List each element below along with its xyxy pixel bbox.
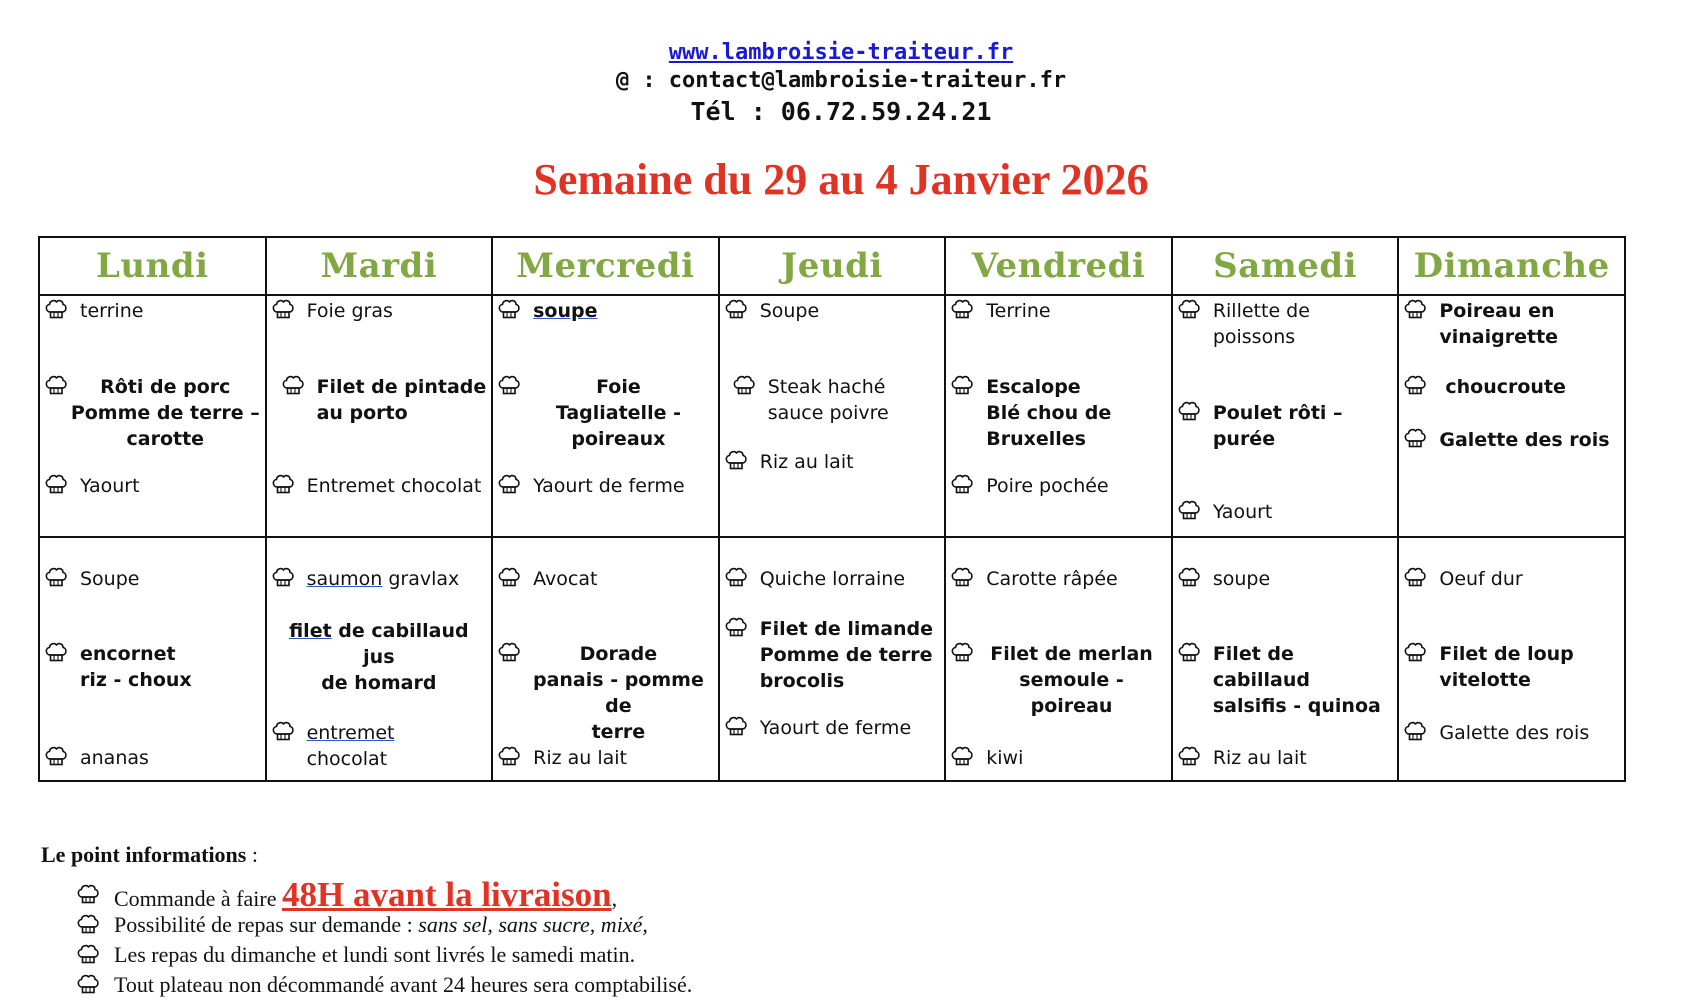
page-title: Semaine du 29 au 4 Janvier 2026 [533,155,1149,204]
dinner-cell-dimanche [1398,537,1625,781]
menu-item: Riz au lait [497,745,714,771]
chef-hat-icon [724,298,748,320]
contact-phone: Tél : 06.72.59.24.21 [690,97,992,126]
menu-item: Terrine [950,298,1167,324]
menu-item: Filet de limande Pomme de terre brocolis [724,616,941,694]
chef-hat-icon [497,641,521,663]
menu-item: choucroute [1403,374,1620,400]
chef-hat-icon [1177,298,1201,320]
menu-item: Rillette de poissons [1177,298,1394,350]
chef-hat-icon [44,298,68,320]
dinner-cell-lundi [39,537,266,781]
day-header-vendredi: Vendredi [945,237,1172,295]
menu-item: Oeuf dur [1403,566,1620,592]
lunch-cell-mardi [266,295,493,537]
chef-hat-icon [1403,298,1427,320]
chef-hat-icon [1177,745,1201,767]
chef-hat-icon [1177,400,1201,422]
chef-hat-icon [950,641,974,663]
menu-item: Yaourt [1177,499,1394,525]
menu-item: kiwi [950,745,1167,771]
chef-hat-icon [44,473,68,495]
menu-item: Yaourt de ferme [724,715,941,741]
dinner-row [39,537,1625,781]
menu-item: soupe [1177,566,1394,592]
chef-hat-icon [724,715,748,737]
day-header-jeudi: Jeudi [719,237,946,295]
chef-hat-icon [497,298,521,320]
menu-item: Riz au lait [724,449,941,475]
menu-item: Dorade panais - pomme de terre [497,641,714,745]
day-header-lundi: Lundi [39,237,266,295]
menu-item: Filet de loup vitelotte [1403,641,1620,693]
day-header-dimanche: Dimanche [1398,237,1625,295]
chef-hat-icon [1177,641,1201,663]
menu-item: Yaourt de ferme [497,473,714,499]
menu-item: Foie gras [271,298,488,324]
chef-hat-icon [1403,566,1427,588]
info-item: Commande à faire 48H avant la livraison, [76,880,692,910]
menu-item: Poireau en vinaigrette [1403,298,1620,350]
chef-hat-icon [44,745,68,767]
menu-item: Entremet chocolat [271,473,488,499]
day-header-mardi: Mardi [266,237,493,295]
chef-hat-icon [950,473,974,495]
chef-hat-icon [271,298,295,320]
menu-item: Filet de cabillaud salsifis - quinoa [1177,641,1394,719]
chef-hat-icon [950,566,974,588]
chef-hat-icon [724,449,748,471]
lunch-cell-dimanche [1398,295,1625,537]
chef-hat-icon [44,566,68,588]
chef-hat-icon [44,374,68,396]
menu-item: saumon gravlax [271,566,488,592]
chef-hat-icon [1403,720,1427,742]
chef-hat-icon [1177,566,1201,588]
contact-email: @ : contact@lambroisie-traiteur.fr [615,68,1067,93]
info-item: Tout plateau non décommandé avant 24 heures sera comptabilisé. [76,970,692,1000]
menu-item: Escalope Blé chou de Bruxelles [950,374,1167,452]
lunch-cell-jeudi [719,295,946,537]
chef-hat-icon [271,473,295,495]
chef-hat-icon [76,883,100,905]
chef-hat-icon [497,745,521,767]
menu-item: Quiche lorraine [724,566,941,592]
chef-hat-icon [950,374,974,396]
menu-item: ananas [44,745,261,771]
dinner-cell-jeudi [719,537,946,781]
day-header-mercredi: Mercredi [492,237,719,295]
lunch-cell-vendredi [945,295,1172,537]
menu-item: Riz au lait [1177,745,1394,771]
info-heading: Le point informations : [41,842,258,867]
info-item: Les repas du dimanche et lundi sont livrés le samedi matin. [76,940,692,970]
chef-hat-icon [76,913,100,935]
day-header-samedi: Samedi [1172,237,1399,295]
menu-item: soupe [497,298,714,324]
menu-item: Filet de merlan semoule - poireau [950,641,1167,719]
chef-hat-icon [497,566,521,588]
chef-hat-icon [950,745,974,767]
chef-hat-icon [1403,427,1427,449]
lunch-cell-mercredi [492,295,719,537]
dinner-cell-vendredi [945,537,1172,781]
menu-item: Soupe [724,298,941,324]
menu-item: Steak haché sauce poivre [732,374,941,426]
menu-item: Galette des rois [1403,427,1620,453]
chef-hat-icon [76,973,100,995]
chef-hat-icon [281,374,305,396]
menu-item: Rôti de porc Pomme de terre – carotte [44,374,261,452]
menu-item: Poulet rôti – purée [1177,400,1394,452]
menu-item: Foie Tagliatelle - poireaux [497,374,714,452]
weekly-menu-table [38,236,1626,782]
chef-hat-icon [497,374,521,396]
menu-item: Filet de pintade au porto [281,374,488,426]
menu-item: entremet chocolat [271,720,488,772]
lunch-cell-samedi [1172,295,1399,537]
menu-item: filet de cabillaud jus de homard [289,620,469,694]
menu-item: Avocat [497,566,714,592]
chef-hat-icon [1177,499,1201,521]
menu-item: Yaourt [44,473,261,499]
menu-item: Poire pochée [950,473,1167,499]
website-link[interactable]: www.lambroisie-traiteur.fr [668,40,1014,65]
menu-item: terrine [44,298,261,324]
chef-hat-icon [724,566,748,588]
info-item: Possibilité de repas sur demande : sans sel, sans sucre, mixé, [76,910,692,940]
info-list [76,875,693,1000]
chef-hat-icon [271,566,295,588]
chef-hat-icon [76,943,100,965]
days-header-row [39,237,1625,295]
menu-item: encornet riz - choux [44,641,261,693]
dinner-cell-mercredi [492,537,719,781]
menu-item: Soupe [44,566,261,592]
deadline-highlight: 48H avant la livraison [282,875,612,914]
lunch-row [39,295,1625,537]
chef-hat-icon [950,298,974,320]
chef-hat-icon [497,473,521,495]
menu-item: Galette des rois [1403,720,1620,746]
chef-hat-icon [271,720,295,742]
lunch-cell-lundi [39,295,266,537]
chef-hat-icon [724,616,748,638]
chef-hat-icon [1403,374,1427,396]
chef-hat-icon [1403,641,1427,663]
dinner-cell-samedi [1172,537,1399,781]
dinner-cell-mardi [266,537,493,781]
menu-item: Carotte râpée [950,566,1167,592]
chef-hat-icon [44,641,68,663]
chef-hat-icon [732,374,756,396]
